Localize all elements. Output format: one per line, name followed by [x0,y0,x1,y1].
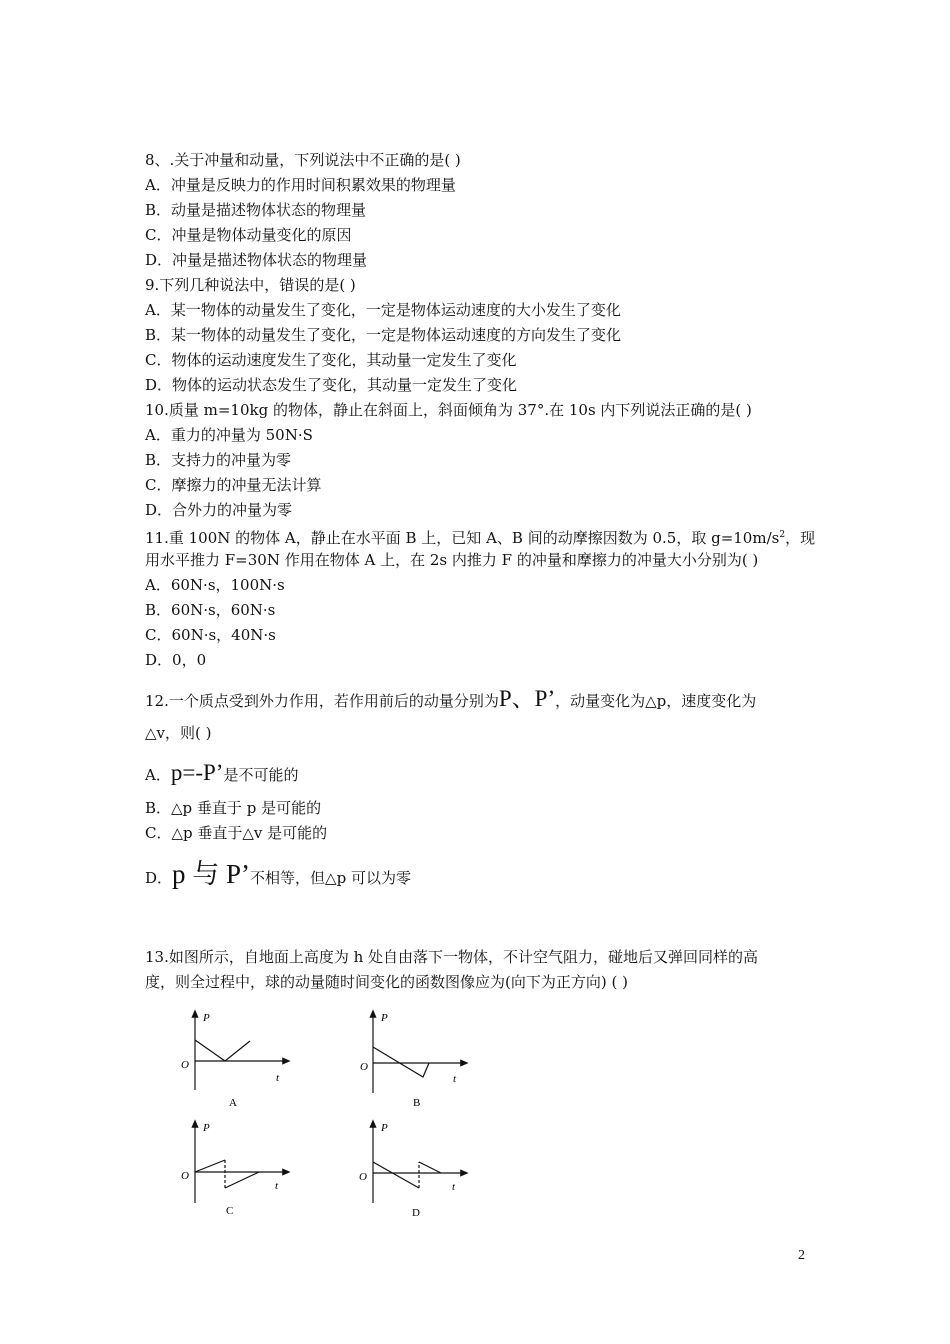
p-label: P [203,1122,210,1134]
p-label: P [381,1012,388,1024]
momentum-rise [195,1160,225,1172]
graph-caption: D [412,1207,420,1219]
q9-option-b: B．某一物体的动量发生了变化，一定是物体运动速度的方向发生了变化 [145,326,622,344]
p-label: P [203,1012,210,1024]
q8-option-d: D．冲量是描述物体状态的物理量 [145,251,368,269]
q8-stem: 8、.关于冲量和动量，下列说法中不正确的是( ) [145,151,461,169]
q13-stem-line2: 度，则全过程中，球的动量随时间变化的函数图像应为(向下为正方向) ( ) [145,973,628,991]
origin-label: O [181,1170,189,1182]
t-label: t [453,1073,457,1085]
q8-option-b: B．动量是描述物体状态的物理量 [145,201,367,219]
q13-stem-line1: 13.如图所示，自地面上高度为 h 处自由落下一物体，不计空气阻力，碰地后又弹回同样的高 [145,948,759,966]
graph-caption: C [226,1205,234,1217]
q10-stem: 10.质量 m=10kg 的物体，静止在斜面上，斜面倾角为 37°.在 10s 内下列说法正确的是( ) [145,401,752,419]
graph-d [355,1118,485,1226]
origin-label: O [360,1061,368,1073]
q12-stem-line1: 12.一个质点受到外力作用，若作用前后的动量分别为P、P’，动量变化为△p，速度变化为 [145,686,757,711]
momentum-curve [373,1047,429,1077]
q11-option-b: B．60N·s，60N·s [145,601,276,619]
q11-option-a: A．60N·s，100N·s [145,576,285,594]
graph-caption: A [229,1097,237,1109]
t-label: t [452,1181,456,1193]
q11-option-d: D．0，0 [145,651,207,669]
graph-a [175,1005,305,1113]
page-number: 2 [798,1248,805,1263]
q11-option-c: C．60N·s，40N·s [145,626,276,644]
q12-option-a: A．p=-P’是不可能的 [145,760,299,785]
q12-option-d: D．p 与 P’不相等，但△p 可以为零 [145,859,411,889]
q10-option-b: B．支持力的冲量为零 [145,451,292,469]
graph-c [175,1118,305,1226]
q9-option-d: D．物体的运动状态发生了变化，其动量一定发生了变化 [145,376,518,394]
t-label: t [275,1180,279,1192]
q11-stem-line1: 11.重 100N 的物体 A，静止在水平面 B 上，已知 A、B 间的动摩擦因数为 0.5，取 $g=10m/s^2$，现 [145,529,816,547]
graph-b [355,1005,485,1113]
graph-caption: B [413,1097,421,1109]
q8-option-c: C．冲量是物体动量变化的原因 [145,226,352,244]
q9-stem: 9.下列几种说法中，错误的是( ) [145,276,356,294]
momentum-fall [373,1162,419,1188]
q12-option-c: C．△p 垂直于△v 是可能的 [145,824,328,842]
q11-stem-line2: 用水平推力 F=30N 作用在物体 A 上，在 2s 内推力 F 的冲量和摩擦力的冲量大小分别为( ) [145,551,759,569]
momentum-recover [419,1162,441,1173]
p-label: P [381,1122,388,1134]
q10-option-d: D．合外力的冲量为零 [145,501,293,519]
q10-option-a: A．重力的冲量为 50N·S [145,426,313,444]
q12-stem-line2: △v，则( ) [145,724,212,742]
q9-option-a: A．某一物体的动量发生了变化，一定是物体运动速度的大小发生了变化 [145,301,621,319]
momentum-curve [195,1040,250,1061]
q12-option-b: B．△p 垂直于 p 是可能的 [145,799,322,817]
origin-label: O [359,1171,367,1183]
q9-option-c: C．物体的运动速度发生了变化，其动量一定发生了变化 [145,351,517,369]
t-label: t [276,1072,280,1084]
origin-label: O [181,1059,189,1071]
q10-option-c: C．摩擦力的冲量无法计算 [145,476,322,494]
q8-option-a: A．冲量是反映力的作用时间积累效果的物理量 [145,176,456,194]
momentum-recover [225,1172,259,1188]
